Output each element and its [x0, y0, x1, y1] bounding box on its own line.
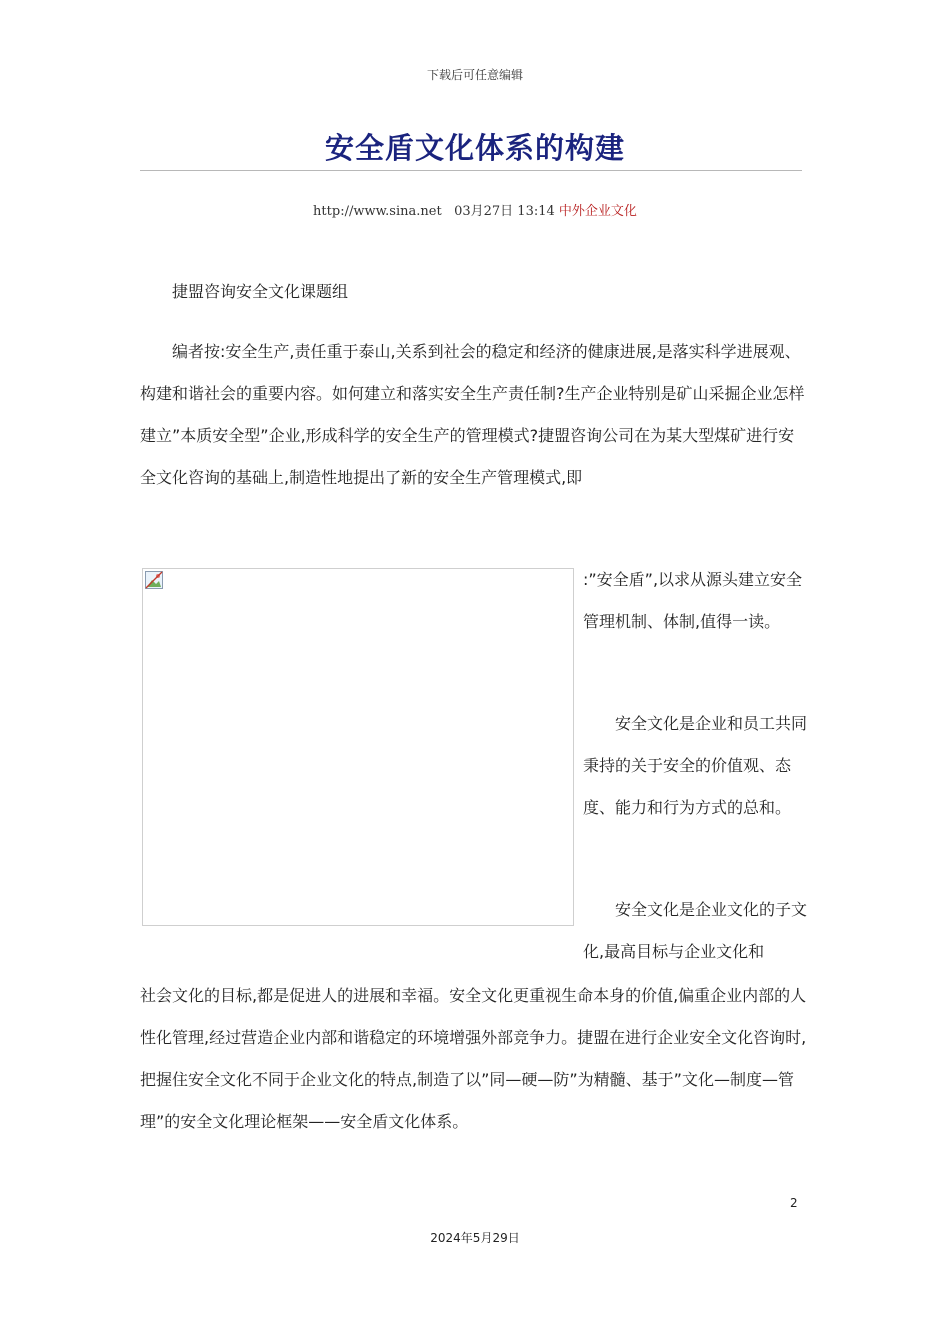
author-line: 捷盟咨询安全文化课题组	[172, 282, 349, 301]
editor-note: 编者按:安全生产,责任重于泰山,关系到社会的稳定和经济的健康进展,是落实科学进展观、构建和谐社会的重要内容。如何建立和落实安全生产责任制?生产企业特别是矿山采掘企业怎样建立”本质安全型”企业,形成科学的安全生产的管理模式?捷盟咨询公司在为某大型煤矿进行安全文化咨询的基础上,制造性地提出了新的安全生产管理模式,即	[140, 342, 805, 487]
article-meta	[0, 200, 950, 219]
broken-image-icon	[145, 571, 163, 589]
header-note: 下载后可任意编辑	[426, 68, 523, 82]
side-paragraph-2: 安全文化是企业和员工共同秉持的关于安全的价值观、态度、能力和行为方式的总和。	[583, 714, 808, 817]
page-title: 安全盾文化体系的构建	[324, 131, 625, 165]
side-paragraph-1: :”安全盾”,以求从源头建立安全管理机制、体制,值得一读。	[583, 570, 803, 631]
meta-url[interactable]: http://www.sina.net	[313, 204, 442, 219]
title-divider	[140, 170, 802, 171]
meta-source[interactable]: 中外企业文化	[558, 204, 637, 219]
meta-datetime: 03月27日 13:14	[454, 204, 555, 219]
body-paragraph: 社会文化的目标,都是促进人的进展和幸福。安全文化更重视生命本身的价值,偏重企业内部的人性化管理,经过营造企业内部和谐稳定的环境增强外部竞争力。捷盟在进行企业安全文化咨询时,把握住安全文化不同于企业文化的特点,制造了以”同—硬—防”为精髓、基于”文化—制度—管理”的安全文化理论框架——安全盾文化体系。	[140, 986, 807, 1131]
footer-date: 2024年5月29日	[430, 1231, 520, 1245]
page-number: 2	[790, 1196, 798, 1210]
side-paragraph-3: 安全文化是企业文化的子文化,最高目标与企业文化和	[583, 900, 808, 961]
article-image	[142, 568, 574, 926]
